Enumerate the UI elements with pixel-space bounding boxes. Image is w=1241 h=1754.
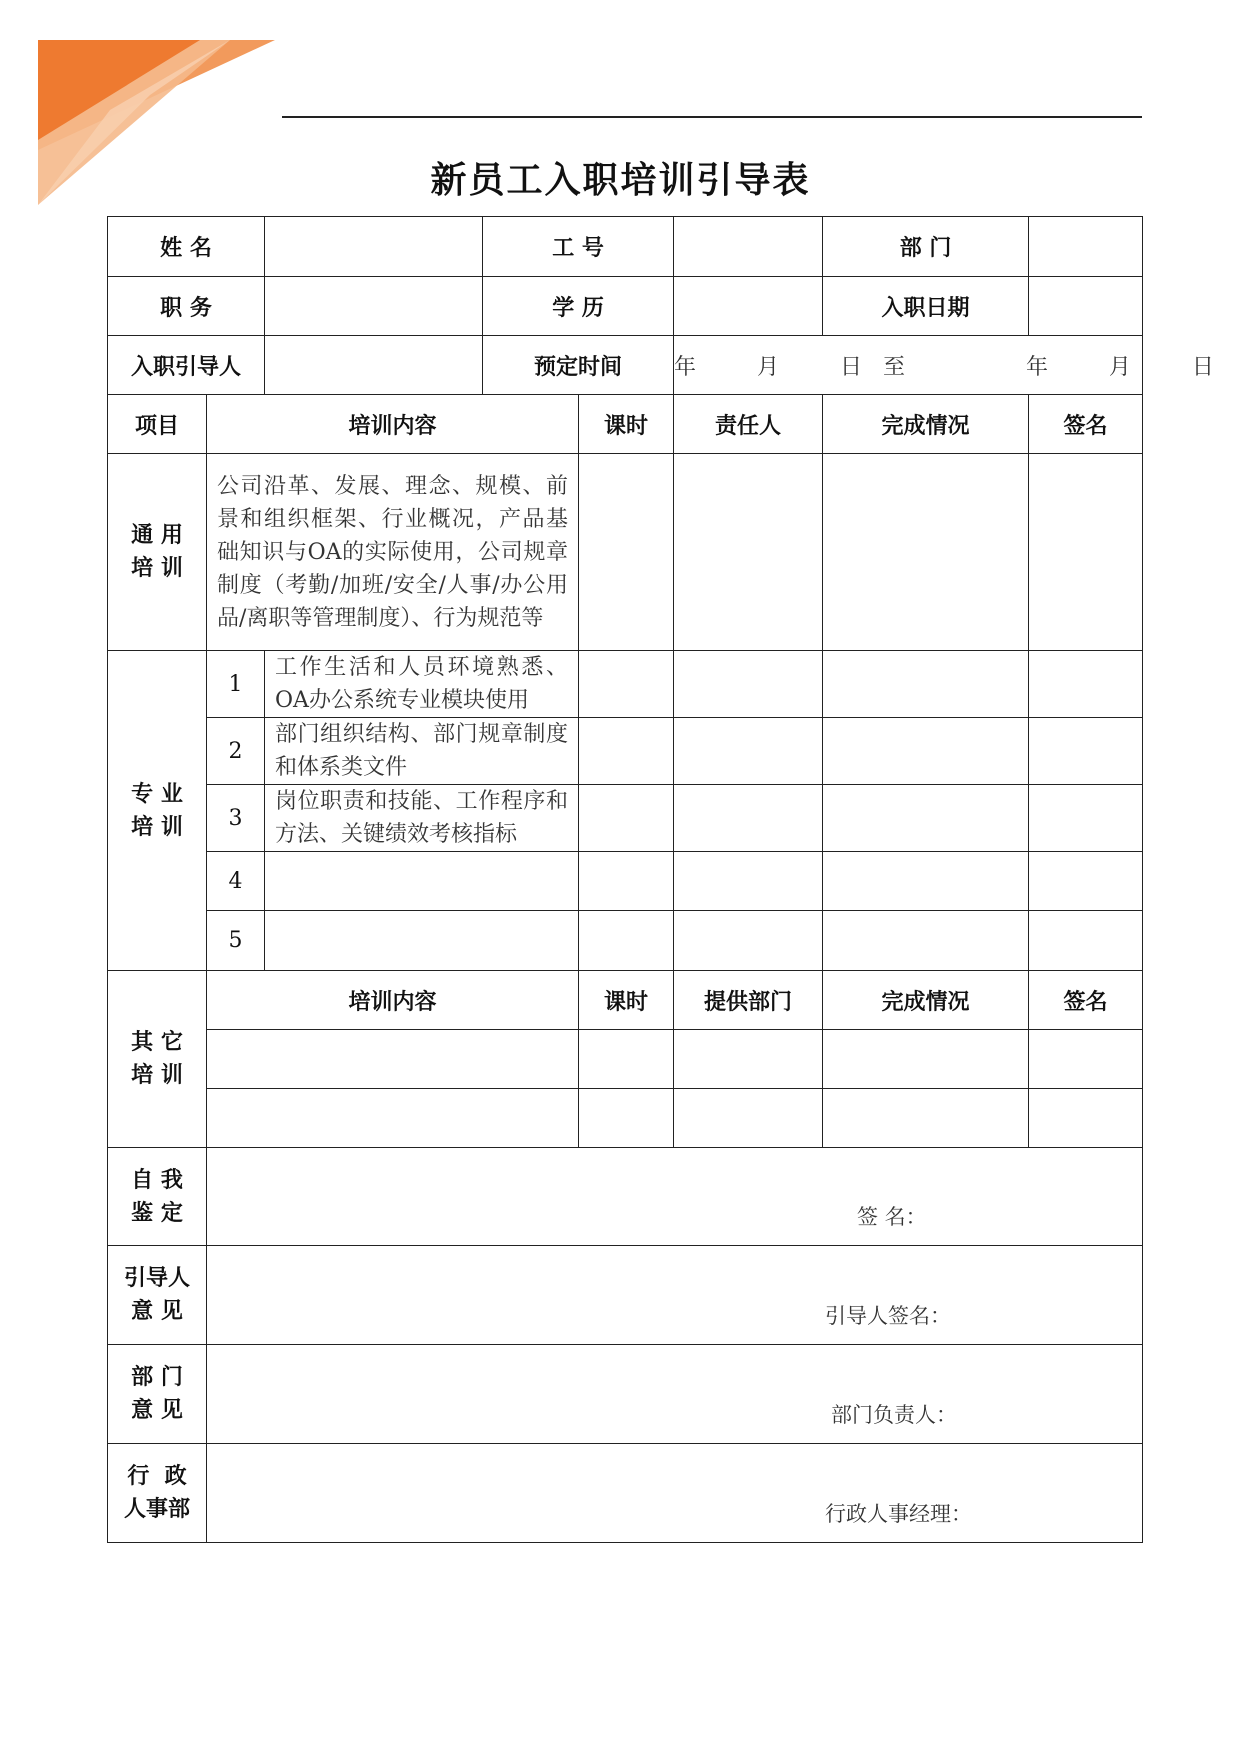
- professional-signature-field[interactable]: [1029, 785, 1143, 852]
- professional-row-num: 1: [207, 651, 265, 718]
- professional-signature-field[interactable]: [1029, 852, 1143, 911]
- hr-opinion-field[interactable]: [207, 1444, 1143, 1543]
- professional-responsible-field[interactable]: [674, 852, 823, 911]
- other-status-field[interactable]: [823, 1089, 1029, 1148]
- professional-status-field[interactable]: [823, 718, 1029, 785]
- general-signature-field[interactable]: [1029, 454, 1143, 651]
- other-hours-field[interactable]: [579, 1030, 674, 1089]
- other-header-content: 培训内容: [207, 971, 579, 1030]
- hr-manager-label: 行政人事经理：: [825, 1502, 972, 1526]
- onboarding-form: [107, 216, 1215, 1543]
- professional-hours-field[interactable]: [579, 911, 674, 971]
- general-status-field[interactable]: [823, 454, 1029, 651]
- professional-responsible-field[interactable]: [674, 718, 823, 785]
- professional-hours-field[interactable]: [579, 852, 674, 911]
- professional-responsible-field[interactable]: [674, 651, 823, 718]
- professional-responsible-field[interactable]: [674, 785, 823, 852]
- name-field[interactable]: [265, 217, 483, 277]
- other-header-hours: 课时: [579, 971, 674, 1030]
- general-responsible-field[interactable]: [674, 454, 823, 651]
- professional-training-label: 专 业 培 训: [108, 651, 207, 971]
- professional-status-field[interactable]: [823, 785, 1029, 852]
- professional-hours-field[interactable]: [579, 651, 674, 718]
- self-evaluation-field[interactable]: [207, 1148, 1143, 1246]
- professional-row-content: 工作生活和人员环境熟悉、OA办公系统专业模块使用: [265, 651, 579, 718]
- self-evaluation-label: 自 我 鉴 定: [108, 1148, 207, 1246]
- other-header-provider: 提供部门: [674, 971, 823, 1030]
- professional-hours-field[interactable]: [579, 785, 674, 852]
- guide-field[interactable]: [265, 336, 483, 395]
- header-status: 完成情况: [823, 395, 1029, 454]
- education-field[interactable]: [674, 277, 823, 336]
- professional-hours-field[interactable]: [579, 718, 674, 785]
- hr-department-label: 行 政 人事部: [108, 1444, 207, 1543]
- professional-status-field[interactable]: [823, 651, 1029, 718]
- professional-status-field[interactable]: [823, 852, 1029, 911]
- hire-date-field[interactable]: [1029, 277, 1143, 336]
- other-header-signature: 签名: [1029, 971, 1143, 1030]
- professional-row-content[interactable]: [265, 911, 579, 971]
- employee-id-field[interactable]: [674, 217, 823, 277]
- position-field[interactable]: [265, 277, 483, 336]
- other-hours-field[interactable]: [579, 1089, 674, 1148]
- hire-date-label: 入职日期: [823, 277, 1029, 336]
- general-training-label: 通 用 培 训: [108, 454, 207, 651]
- top-rule: [282, 116, 1142, 118]
- name-label: 姓 名: [108, 217, 265, 277]
- other-training-label: 其 它 培 训: [108, 971, 207, 1148]
- general-training-content: 公司沿革、发展、理念、规模、前景和组织框架、行业概况，产品基础知识与OA的实际使用，公司规章制度（考勤/加班/安全/人事/办公用品/离职等管理制度）、行为规范等: [207, 454, 579, 651]
- department-opinion-label: 部 门 意 见: [108, 1345, 207, 1444]
- professional-signature-field[interactable]: [1029, 651, 1143, 718]
- department-head-label: 部门负责人：: [831, 1403, 957, 1427]
- page-title: 新员工入职培训引导表: [430, 160, 811, 201]
- other-content-field[interactable]: [207, 1089, 579, 1148]
- department-field[interactable]: [1029, 217, 1143, 277]
- professional-row-num: 5: [207, 911, 265, 971]
- guide-opinion-field[interactable]: [207, 1246, 1143, 1345]
- professional-status-field[interactable]: [823, 911, 1029, 971]
- employee-id-label: 工 号: [483, 217, 674, 277]
- guide-label: 入职引导人: [108, 336, 265, 395]
- header-responsible: 责任人: [674, 395, 823, 454]
- department-opinion-field[interactable]: [207, 1345, 1143, 1444]
- self-evaluation-sign: 签 名：: [857, 1205, 927, 1229]
- header-signature: 签名: [1029, 395, 1143, 454]
- education-label: 学 历: [483, 277, 674, 336]
- professional-responsible-field[interactable]: [674, 911, 823, 971]
- scheduled-date-range[interactable]: 年 月 日 至 年 月 日: [674, 336, 1143, 395]
- other-signature-field[interactable]: [1029, 1089, 1143, 1148]
- professional-signature-field[interactable]: [1029, 911, 1143, 971]
- professional-row-content: 岗位职责和技能、工作程序和方法、关键绩效考核指标: [265, 785, 579, 852]
- header-content: 培训内容: [207, 395, 579, 454]
- header-item: 项目: [108, 395, 207, 454]
- guide-signature-label: 引导人签名：: [825, 1304, 951, 1328]
- professional-signature-field[interactable]: [1029, 718, 1143, 785]
- other-provider-field[interactable]: [674, 1030, 823, 1089]
- other-signature-field[interactable]: [1029, 1030, 1143, 1089]
- professional-row-num: 4: [207, 852, 265, 911]
- professional-row-num: 3: [207, 785, 265, 852]
- position-label: 职 务: [108, 277, 265, 336]
- professional-row-content[interactable]: [265, 852, 579, 911]
- other-content-field[interactable]: [207, 1030, 579, 1089]
- general-hours-field[interactable]: [579, 454, 674, 651]
- header-hours: 课时: [579, 395, 674, 454]
- professional-row-num: 2: [207, 718, 265, 785]
- other-header-status: 完成情况: [823, 971, 1029, 1030]
- department-label: 部 门: [823, 217, 1029, 277]
- other-status-field[interactable]: [823, 1030, 1029, 1089]
- other-provider-field[interactable]: [674, 1089, 823, 1148]
- scheduled-time-label: 预定时间: [483, 336, 674, 395]
- professional-row-content: 部门组织结构、部门规章制度和体系类文件: [265, 718, 579, 785]
- guide-opinion-label: 引导人 意 见: [108, 1246, 207, 1345]
